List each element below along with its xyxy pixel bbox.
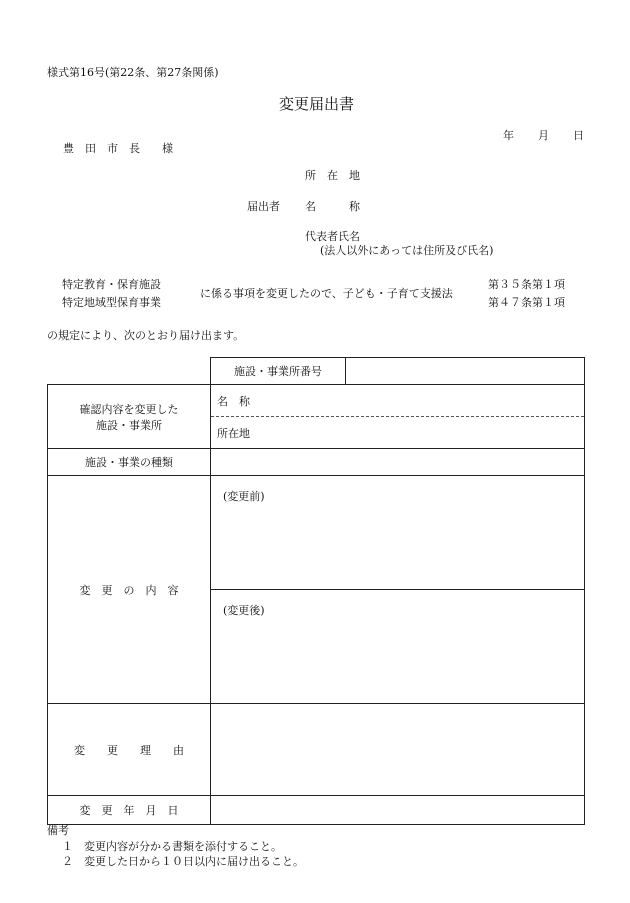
facility-type-2: 特定地域型保育事業 bbox=[62, 296, 161, 309]
after-change-label: (変更後) bbox=[223, 604, 265, 617]
facility-type-field[interactable] bbox=[211, 449, 585, 476]
addressee: 豊 田 市 長 様 bbox=[63, 142, 173, 155]
location-label: 所 在 地 bbox=[305, 169, 360, 182]
facility-type-label: 施設・事業の種類 bbox=[48, 449, 211, 476]
statement-closing: の規定により、次のとおり届け出ます。 bbox=[47, 329, 245, 342]
article-2: 第４７条第１項 bbox=[488, 296, 565, 309]
facility-name-label: 名 称 bbox=[217, 394, 250, 408]
change-date-label: 変 更 年 月 日 bbox=[48, 796, 211, 825]
notifier-label: 届出者 bbox=[247, 200, 280, 213]
confirm-label-line-1: 確認内容を変更した bbox=[79, 402, 179, 416]
change-content-label: 変 更 の 内 容 bbox=[48, 476, 211, 704]
facility-name-address-cell bbox=[211, 385, 585, 449]
representative-note: (法人以外にあっては住所及び氏名) bbox=[320, 244, 494, 257]
change-reason-label: 変 更 理 由 bbox=[48, 704, 211, 796]
before-change-label: (変更前) bbox=[223, 490, 265, 503]
facility-number-label: 施設・事業所番号 bbox=[211, 358, 346, 385]
form-number: 様式第16号(第22条、第27条関係) bbox=[47, 66, 219, 79]
facility-address-label: 所在地 bbox=[217, 426, 250, 440]
before-change-field[interactable] bbox=[211, 476, 585, 590]
article-1: 第３５条第１項 bbox=[488, 278, 565, 291]
representative-label: 代表者氏名 bbox=[305, 230, 360, 243]
confirm-label-line-2: 施設・事業所 bbox=[96, 418, 162, 432]
page-title: 変更届出書 bbox=[279, 95, 355, 113]
note-item-2: ２ 変更した日から１０日以内に届け出ること。 bbox=[62, 855, 304, 868]
date-day-label: 日 bbox=[573, 129, 584, 142]
facility-name-field[interactable] bbox=[211, 385, 584, 416]
date-month-label: 月 bbox=[538, 129, 549, 142]
confirm-facility-label bbox=[48, 385, 211, 449]
note-item-1: １ 変更内容が分かる書類を添付すること。 bbox=[62, 840, 282, 853]
facility-type-1: 特定教育・保育施設 bbox=[62, 278, 161, 291]
date-year-label: 年 bbox=[503, 129, 514, 142]
change-date-field[interactable] bbox=[211, 796, 585, 825]
change-reason-field[interactable] bbox=[211, 704, 585, 796]
name-label: 名 称 bbox=[305, 200, 360, 213]
after-change-field[interactable] bbox=[211, 590, 585, 704]
facility-number-field[interactable] bbox=[346, 358, 585, 385]
statement-middle: に係る事項を変更したので、子ども・子育て支援法 bbox=[200, 287, 453, 300]
form-table bbox=[47, 357, 585, 825]
facility-address-field[interactable] bbox=[211, 417, 584, 448]
notes-heading: 備考 bbox=[47, 824, 69, 837]
